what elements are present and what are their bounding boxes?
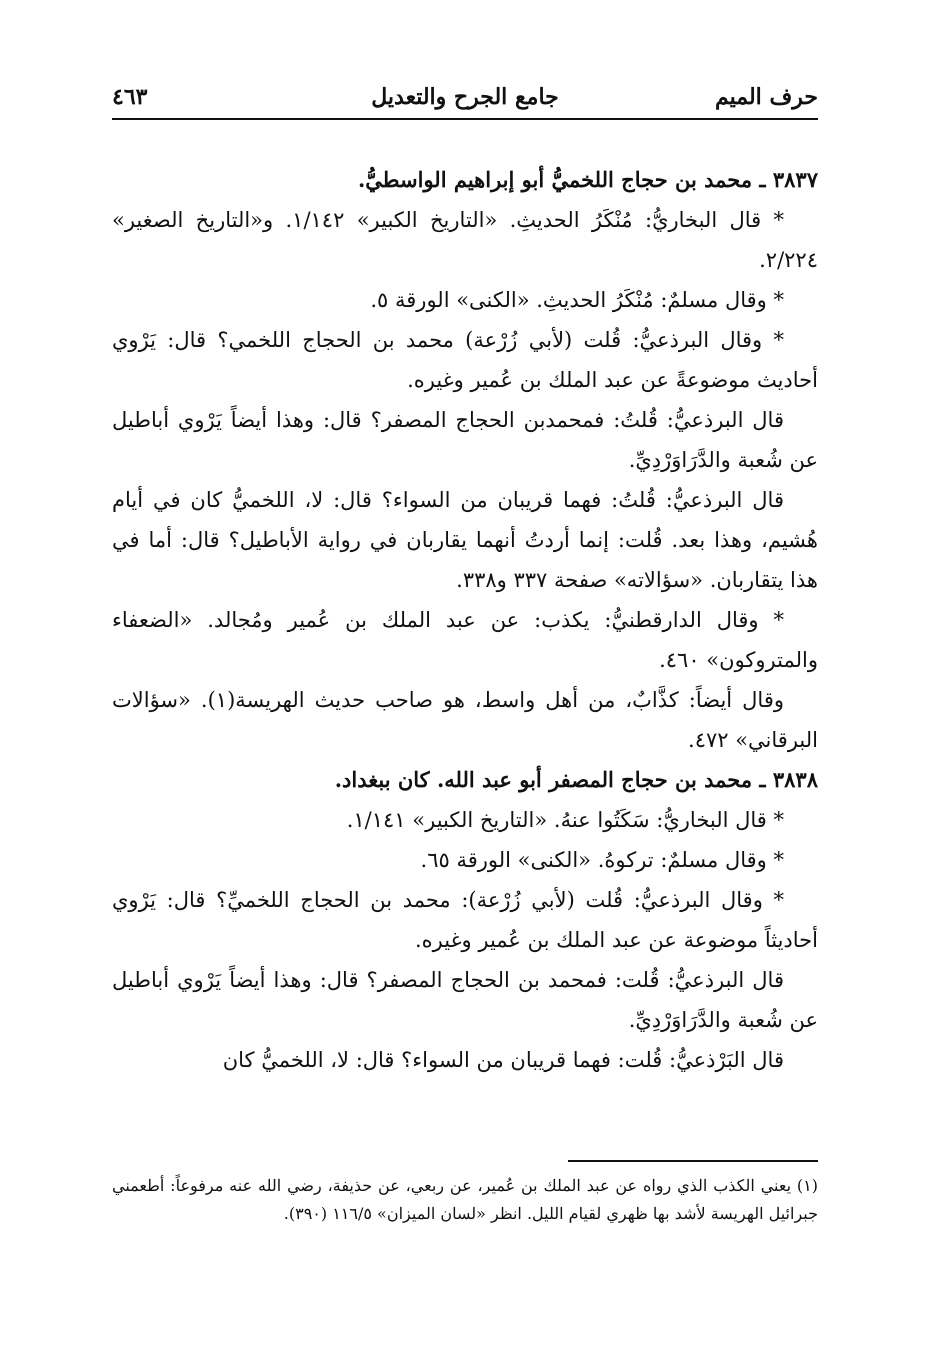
header-rule: [112, 118, 818, 120]
entry-paragraph: * قال البخاريُّ: مُنْكَرُ الحديثِ. «التاريخ الكبير» ١/١٤٢. و«التاريخ الصغير» ٢/٢٢٤.: [112, 208, 818, 272]
entry-paragraph: * وقال البرذعيُّ: قُلت (لأبي زُرْعة): محمد بن الحجاج اللخميِّ؟ قال: يَرْوي أحاديثاً موضوعة عن عبد الملك بن عُمير وغيره.: [112, 888, 818, 952]
entry-paragraph: وقال أيضاً: كذَّابٌ، من أهل واسط، هو صاحب حديث الهريسة(١). «سؤالات البرقاني» ٤٧٢.: [112, 688, 818, 752]
book-title: جامع الجرح والتعديل: [371, 84, 559, 110]
chapter-title: حرف الميم: [714, 84, 818, 110]
entry-paragraph: * وقال مسلمٌ: مُنْكَرُ الحديثِ. «الكنى» الورقة ٥.: [370, 288, 784, 312]
entry-heading: ٣٨٣٧ ـ محمد بن حجاج اللخميُّ أبو إبراهيم الواسطيُّ.: [357, 167, 818, 192]
entry-paragraph: قال البرذعيُّ: قُلت: فمحمد بن الحجاج المصفر؟ قال: وهذا أيضاً يَرْوي أباطيل عن شُعبة والدَّرَاوَرْدِيِّ.: [112, 968, 818, 1032]
entry-paragraph: قال البرذعيُّ: قُلتُ: فهما قريبان من السواء؟ قال: لا، اللخميُّ كان في أيام هُشيم، وهذا بعد. قُلت: إنما أردتُ أنهما يقاربان في رواية الأباطيل؟ قال: أما في هذا يتقاربان. «سؤالاته» صفحة ٣٣٧ و٣٣٨.: [112, 488, 818, 592]
entry-paragraph: * وقال الدارقطنيُّ: يكذب: عن عبد الملك بن عُمير ومُجالد. «الضعفاء والمتروكون» ٤٦٠.: [112, 608, 818, 672]
entry-paragraph: قال البَرْذعيُّ: قُلت: فهما قريبان من السواء؟ قال: لا، اللخميُّ كان: [222, 1048, 784, 1072]
footnote: (١) يعني الكذب الذي رواه عن عبد الملك بن عُمير، عن ربعي، عن حذيفة، رضي الله عنه مرفوعاً: أطعمني جبرائيل الهريسة لأشد بها ظهري لقيام الليل. انظر «لسان الميزان» ١١٦/٥ (٣٩٠).: [112, 1176, 819, 1223]
main-text: [112, 160, 818, 1080]
footnote-rule: [568, 1160, 818, 1162]
page-number: ٤٦٣: [112, 84, 148, 110]
entry-paragraph: * قال البخاريُّ: سَكَتُوا عنهُ. «التاريخ الكبير» ١/١٤١.: [346, 808, 784, 832]
entry-heading: ٣٨٣٨ ـ محمد بن حجاج المصفر أبو عبد الله. كان ببغداد.: [334, 767, 818, 792]
entry-paragraph: * وقال مسلمٌ: تركوهُ. «الكنى» الورقة ٦٥.: [420, 848, 784, 872]
entry-paragraph: * وقال البرذعيُّ: قُلت (لأبي زُرْعة) محمد بن الحجاج اللخمي؟ قال: يَرْوي أحاديث موضوعةً عن عبد الملك بن عُمير وغيره.: [112, 328, 818, 392]
running-header: [112, 80, 818, 116]
footnotes: [112, 1172, 818, 1228]
entry-paragraph: قال البرذعيُّ: قُلتُ: فمحمدبن الحجاج المصفر؟ قال: وهذا أيضاً يَرْوي أباطيل عن شُعبة والدَّرَاوَرْدِيِّ.: [112, 408, 818, 472]
